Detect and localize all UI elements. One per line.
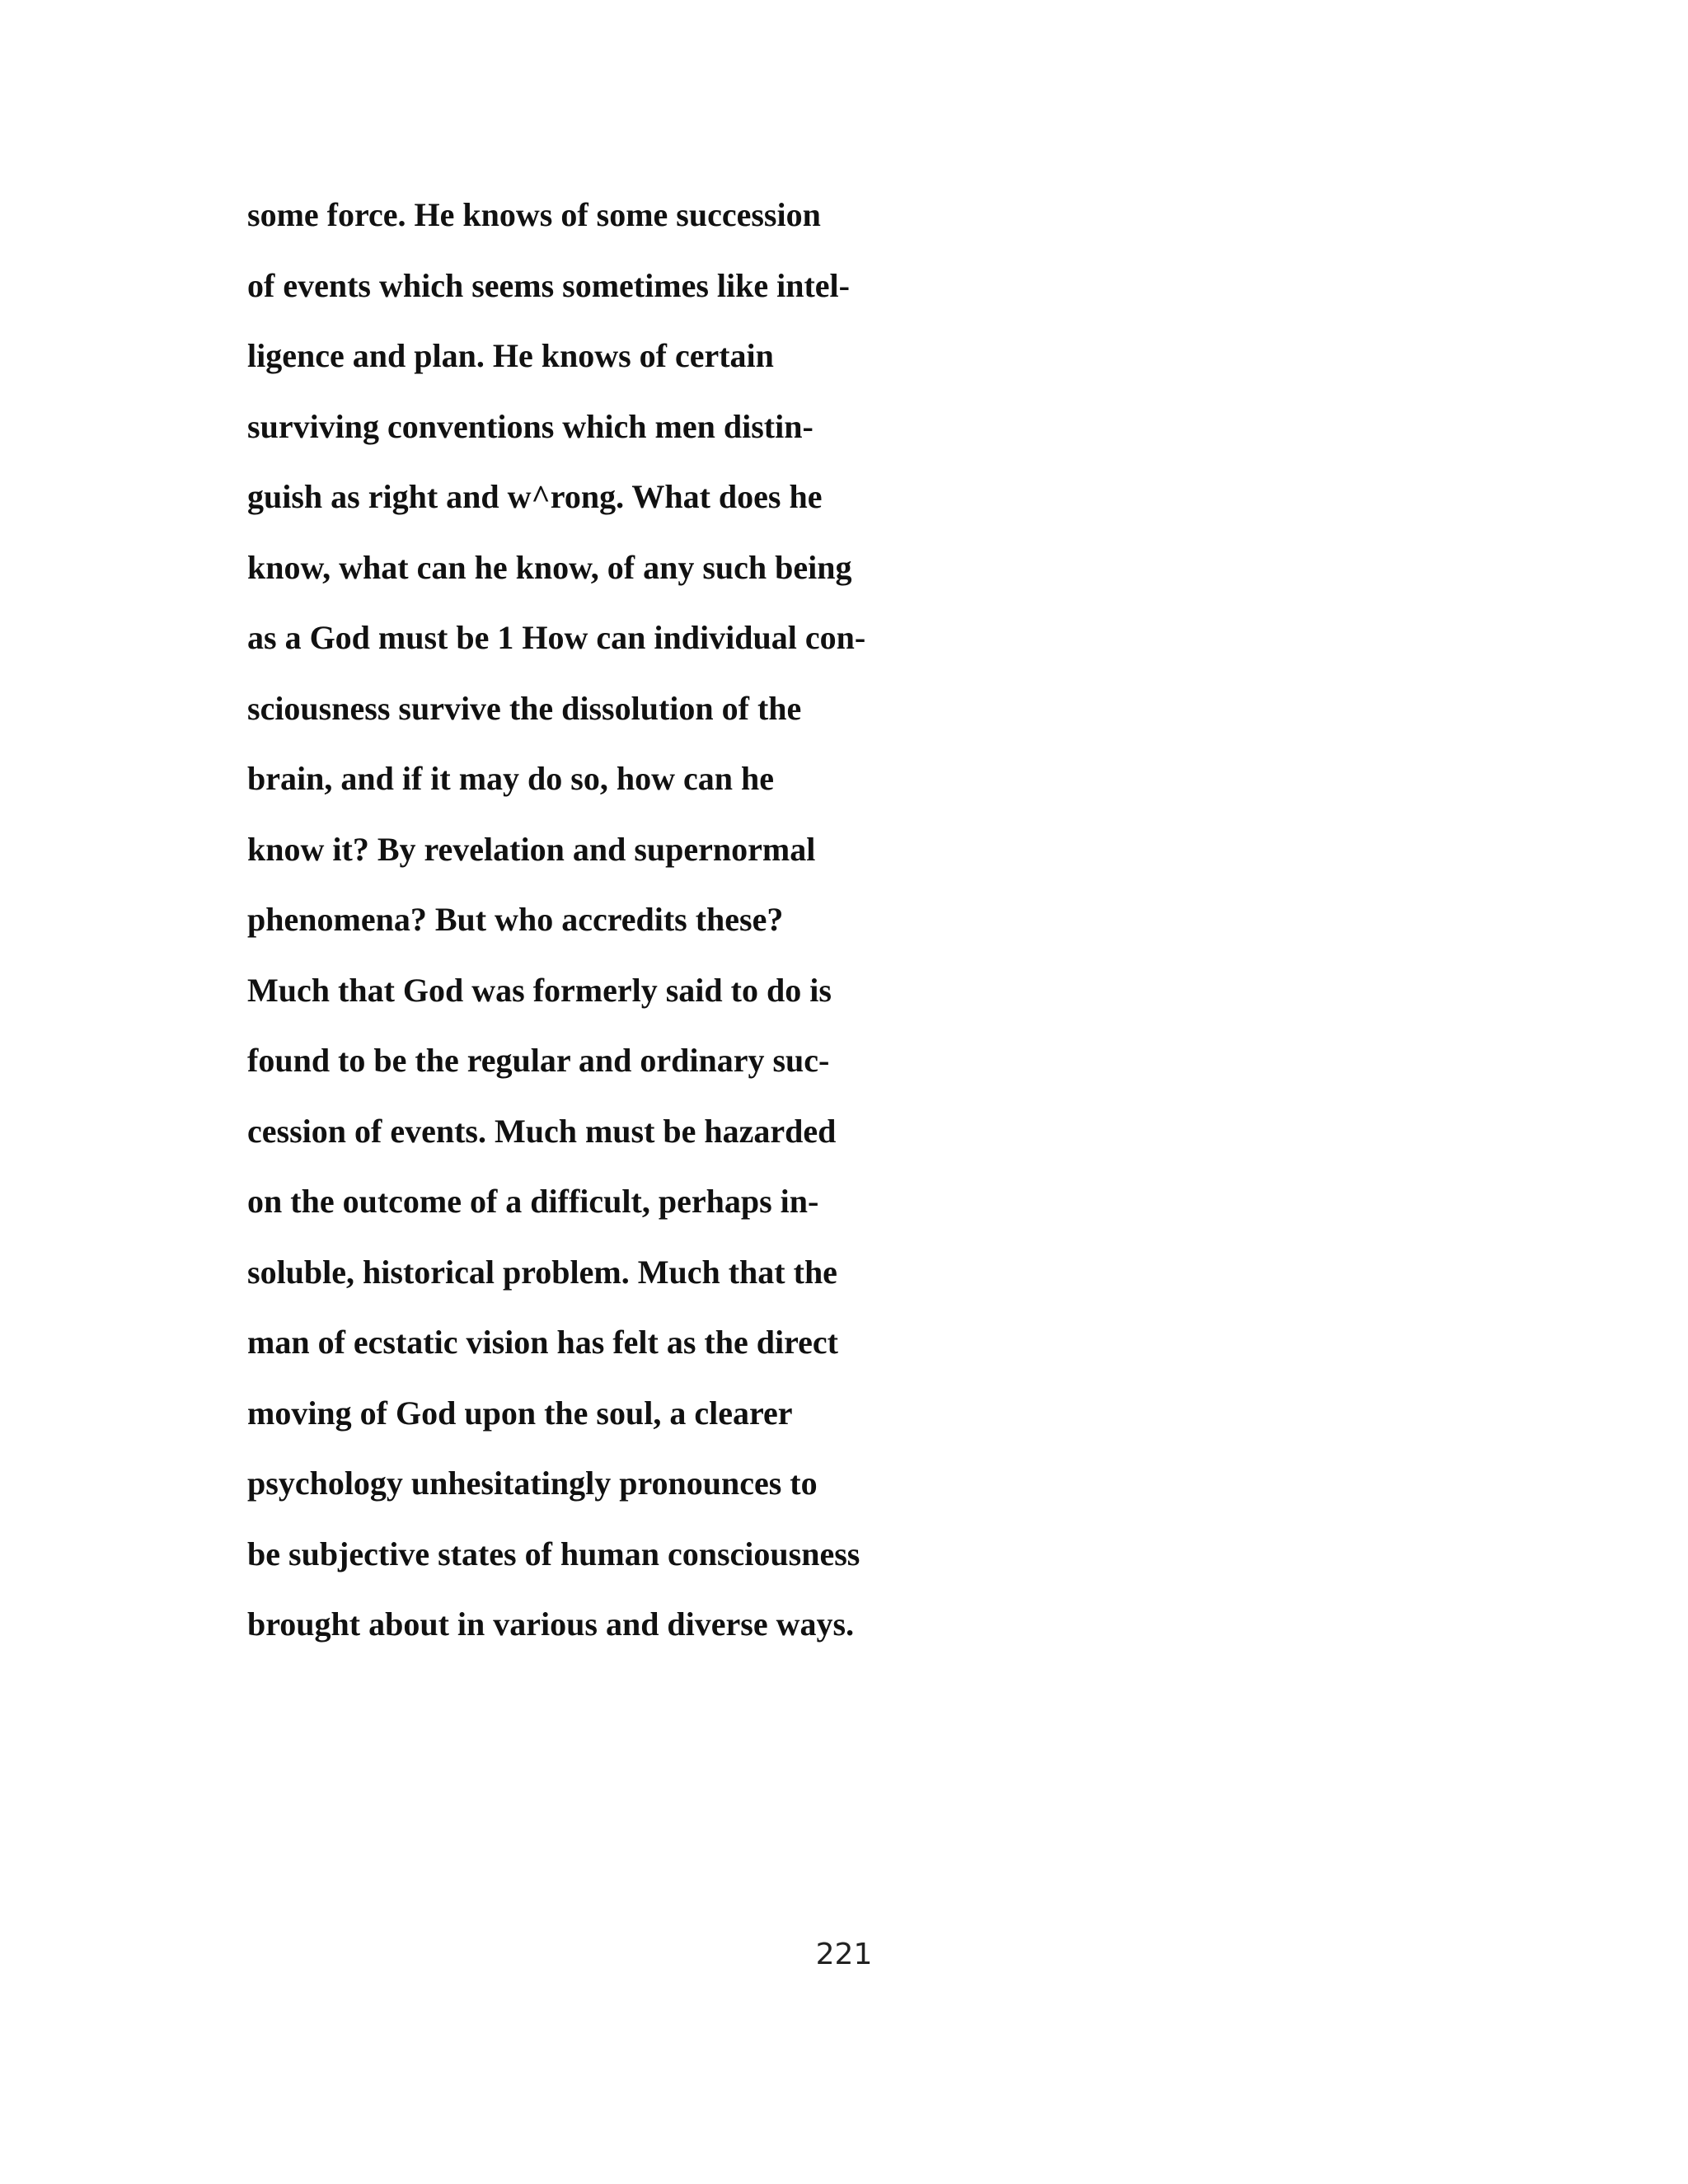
text-line: brought about in various and diverse ways. (247, 1605, 855, 1643)
text-line: some force. He knows of some succession (247, 196, 821, 233)
body-text (247, 180, 1319, 1660)
text-line: Much that God was formerly said to do is (247, 971, 832, 1009)
text-line: found to be the regular and ordinary suc- (247, 1042, 830, 1079)
text-line: soluble, historical problem. Much that the (247, 1253, 837, 1291)
text-line: brain, and if it may do so, how can he (247, 760, 774, 797)
page-number: 221 (815, 1938, 873, 1971)
text-line: as a God must be 1 How can individual con- (247, 619, 866, 656)
text-line: moving of God upon the soul, a clearer (247, 1394, 793, 1432)
text-line: ligence and plan. He knows of certain (247, 337, 774, 374)
text-line: cession of events. Much must be hazarded (247, 1112, 837, 1150)
text-line: man of ecstatic vision has felt as the direct (247, 1324, 838, 1361)
text-line: sciousness survive the dissolution of the (247, 689, 802, 727)
text-line: be subjective states of human consciousness (247, 1535, 860, 1572)
text-line: on the outcome of a difficult, perhaps in- (247, 1183, 819, 1220)
text-line: know it? By revelation and supernormal (247, 830, 816, 868)
text-line: phenomena? But who accredits these? (247, 901, 784, 938)
text-line: know, what can he know, of any such being (247, 548, 852, 586)
text-line: of events which seems sometimes like intel- (247, 266, 850, 304)
text-line: surviving conventions which men distin- (247, 407, 814, 445)
text-line: psychology unhesitatingly pronounces to (247, 1465, 818, 1502)
text-line: guish as right and w^rong. What does he (247, 478, 823, 515)
